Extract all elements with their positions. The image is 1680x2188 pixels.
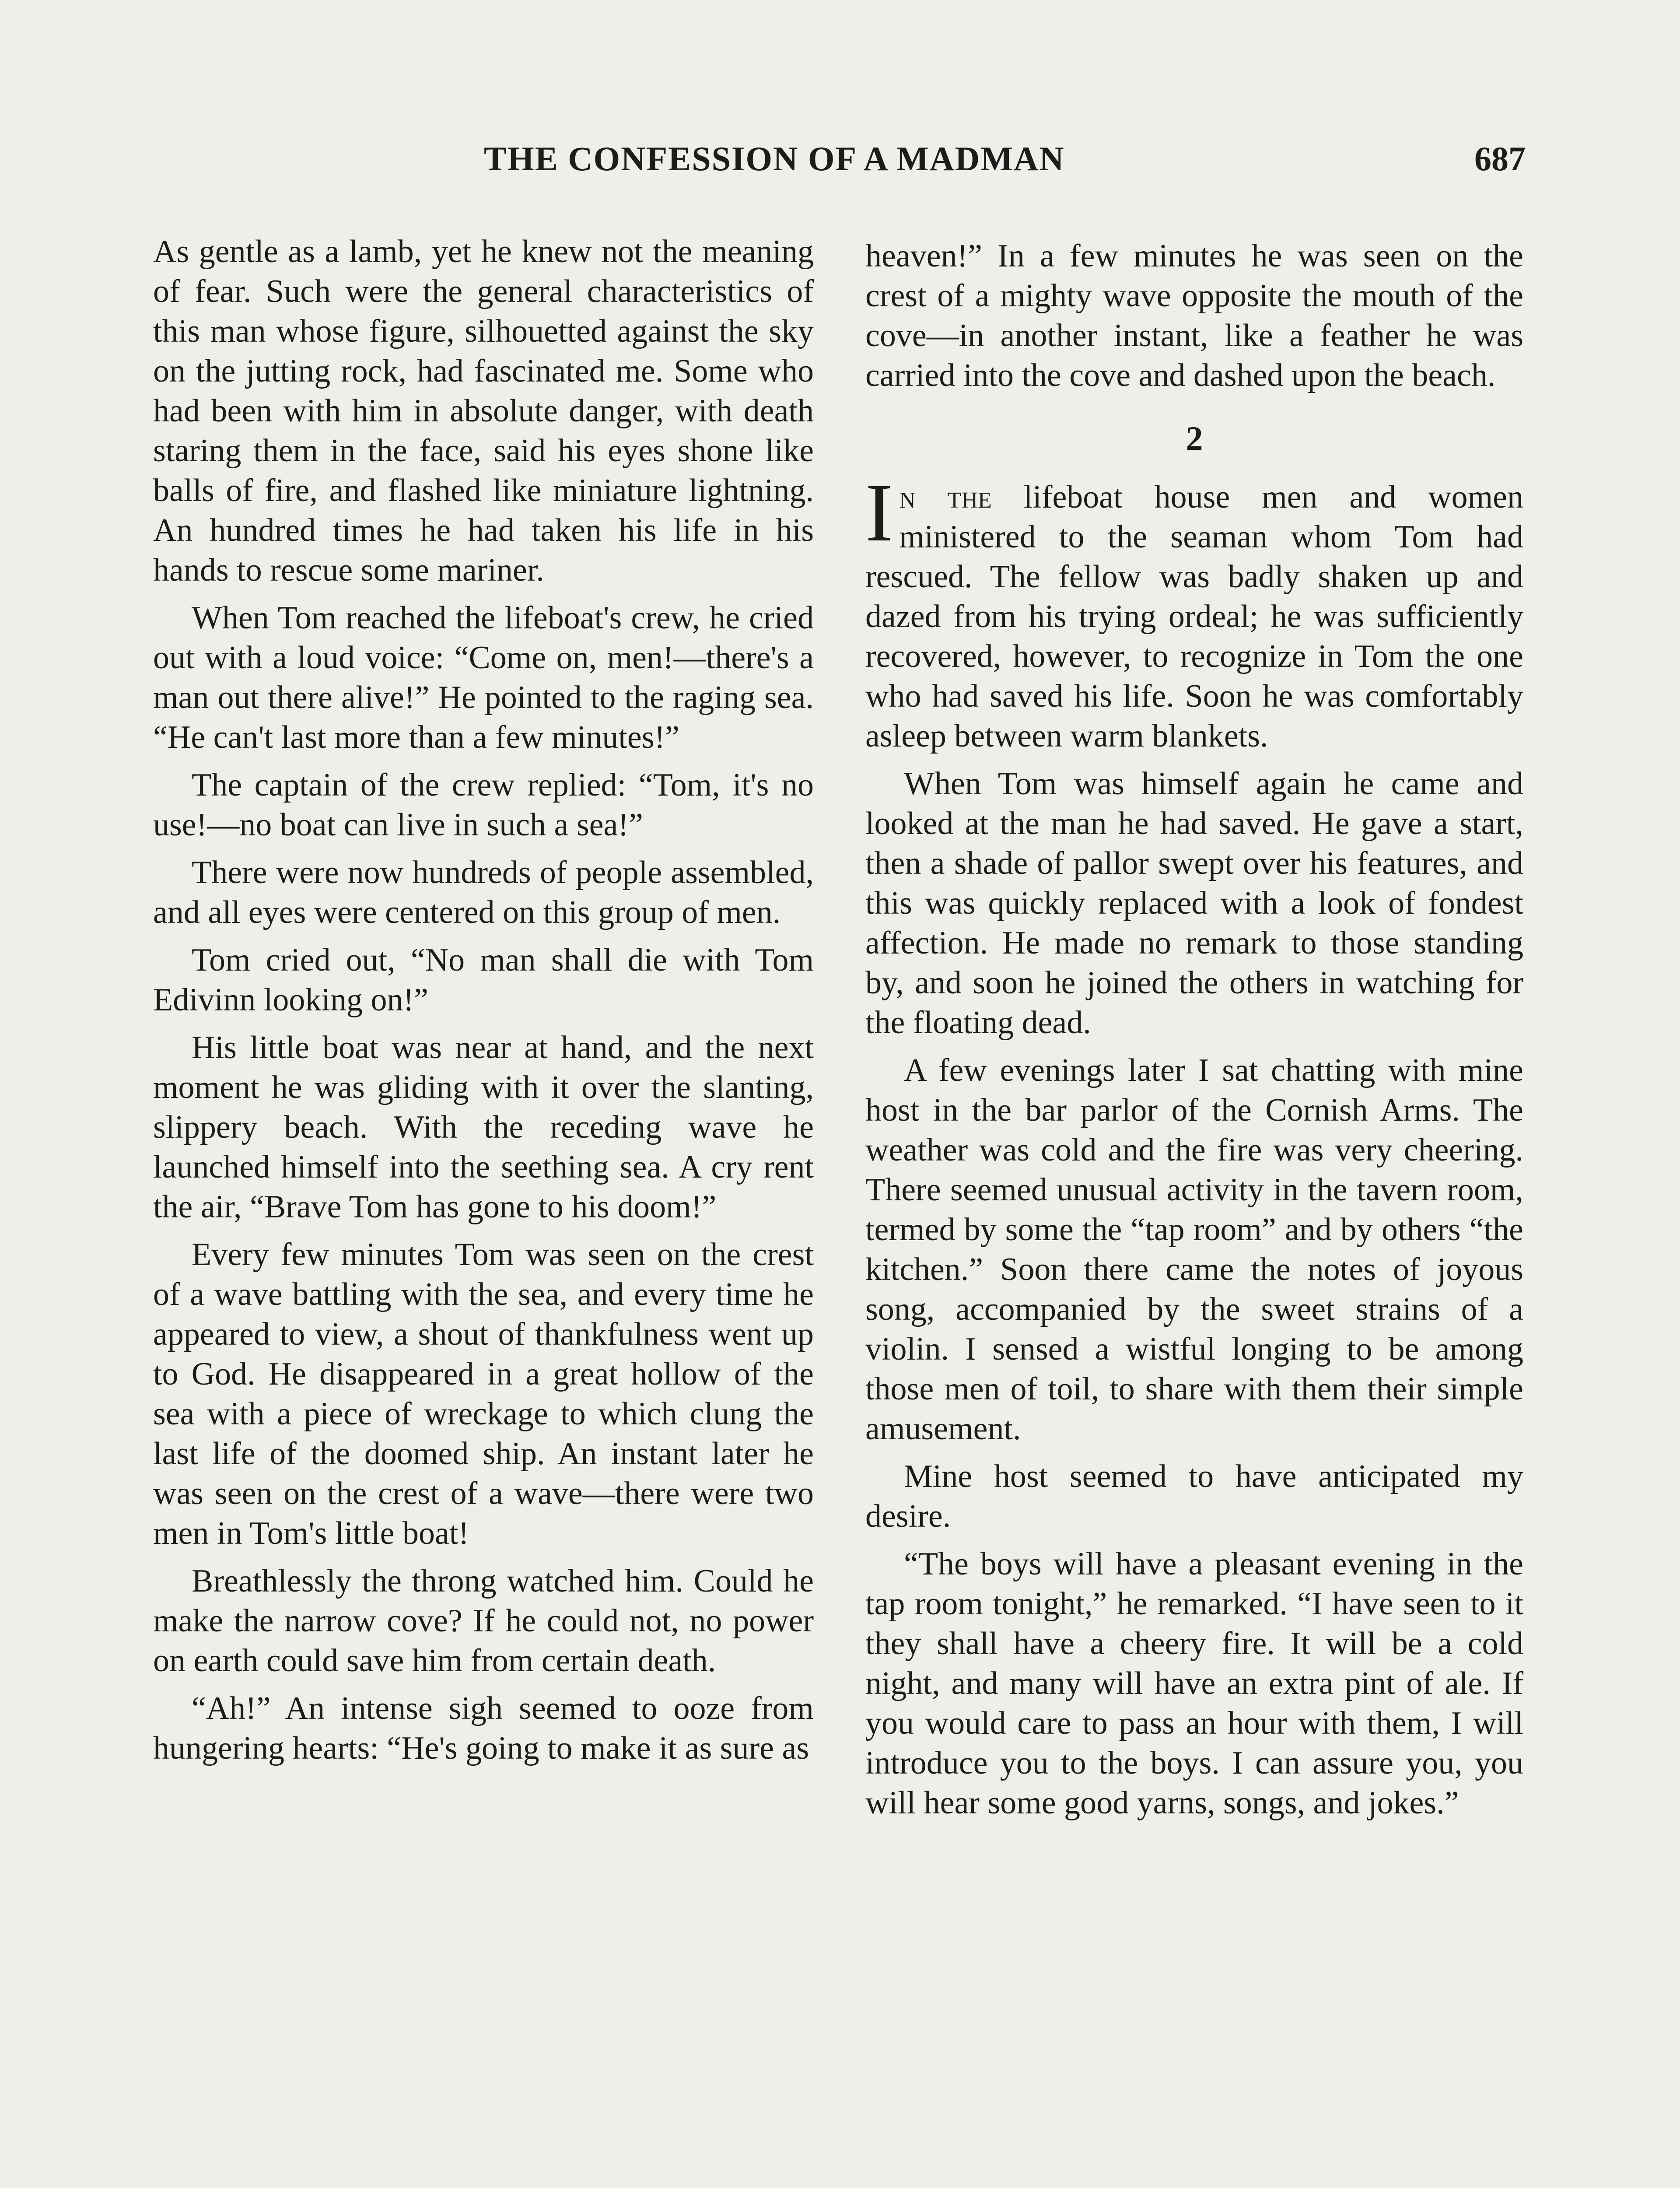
paragraph: When Tom was himself again he came and looked at the man he had saved. He gave a start, then a shade of pallor swept over his features, and this was quickly replaced with a look of fondest affection. He made no remark to those standing by, and soon he joined the others in watching for the floating dead. (865, 766, 1523, 1041)
drop-cap: I (865, 467, 893, 559)
paragraph: Every few minutes Tom was seen on the crest of a wave battling with the sea, and every time he appeared to view, a shout of thankfulness went up to God. He disappeared in a great hollow of the sea with a piece of wreckage to which clung the last life of the doomed ship. An instant later he was seen on the crest of a wave—there were two men in Tom's little boat! (153, 1237, 814, 1551)
paragraph: There were now hundreds of people assembled, and all eyes were centered on this group of men. (153, 855, 814, 930)
paragraph: “Ah!” An intense sigh seemed to ooze from hungering hearts: “He's going to make it as sure as (153, 1690, 814, 1766)
running-head-title: THE CONFESSION OF A MADMAN (484, 140, 1065, 178)
left-column (153, 232, 814, 1776)
paragraph-continuation: heaven!” In a few minutes he was seen on the crest of a mighty wave opposite the mouth of the cove—in another instant, like a feather he was carried into the cove and dashed upon the beach. (865, 238, 1523, 393)
paragraph: Mine host seemed to have anticipated my desire. (865, 1459, 1523, 1534)
paragraph: Tom cried out, “No man shall die with Tom Edivinn looking on!” (153, 942, 814, 1018)
paragraph: The captain of the crew replied: “Tom, it's no use!—no boat can live in such a sea!” (153, 767, 814, 843)
paragraph: His little boat was near at hand, and the next moment he was gliding with it over the slanting, slippery beach. With the receding wave he launched himself into the seething sea. A cry rent the air, “Brave Tom has gone to his doom!” (153, 1030, 814, 1225)
small-caps-lead: n the (899, 479, 992, 515)
paragraph: When Tom reached the lifeboat's crew, he cried out with a loud voice: “Come on, men!—there's a man out there alive!” He pointed to the raging sea. “He can't last more than a few minutes!” (153, 600, 814, 755)
paragraph: A few evenings later I sat chatting with mine host in the bar parlor of the Cornish Arms. The weather was cold and the fire was very cheering. There seemed unusual activity in the tavern room, termed by some the “tap room” and by others “the kitchen.” Soon there came the notes of joyous song, accompanied by the sweet strains of a violin. I sensed a wistful longing to be among those men of toil, to share with them their simple amusement. (865, 1052, 1523, 1447)
page-number: 687 (1474, 140, 1526, 178)
section-opening-paragraph (865, 467, 1523, 756)
paragraph: “The boys will have a pleasant evening in the tap room tonight,” he remarked. “I have seen to it they shall have a cheery fire. It will be a cold night, and many will have an extra pint of ale. If you would care to pass an hour with them, I will introduce you to the boys. I can assure you, you will hear some good yarns, songs, and jokes.” (865, 1546, 1523, 1821)
paragraph: Breathlessly the throng watched him. Could he make the narrow cove? If he could not, no power on earth could save him from certain death. (153, 1563, 814, 1679)
paragraph: As gentle as a lamb, yet he knew not the meaning of fear. Such were the general characteristics of this man whose figure, silhouetted against the sky on the jutting rock, had fascinated me. Some who had been with him in absolute danger, with death staring them in the face, said his eyes shone like balls of fire, and flashed like miniature lightning. An hundred times he had taken his life in his hands to rescue some mariner. (153, 234, 814, 588)
opening-text: lifeboat house men and women ministered to the seaman whom Tom had rescued. The fellow was badly shaken up and dazed from his trying ordeal; he was sufficiently recovered, however, to recognize in Tom the one who had saved his life. Soon he was comfortably asleep between warm blankets. (865, 479, 1523, 754)
right-column (865, 236, 1523, 1831)
section-number: 2 (1186, 419, 1203, 457)
